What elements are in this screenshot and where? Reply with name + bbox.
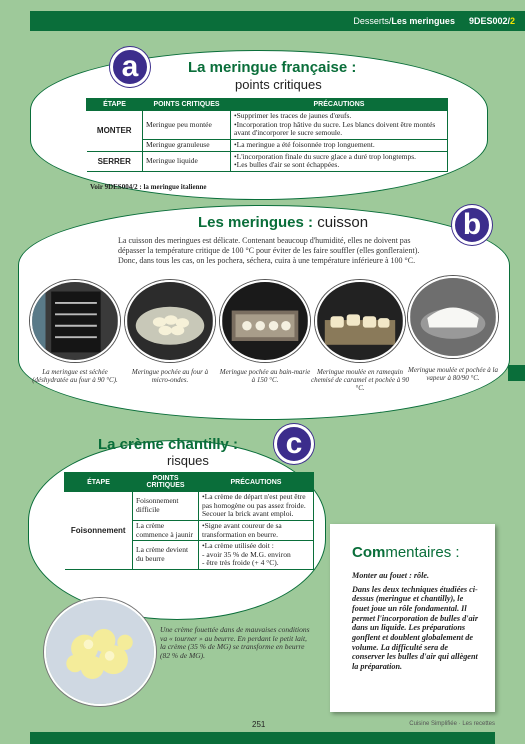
cuisson-intro: La cuisson des meringues est délicate. Contenant beaucoup d'humidité, elles ne doivent pas dépasser la température critique de 100 °C pour éviter de les faire souffler (elles gonfleraient). Donc, dans tous les cas, on les pochera, séchera, cuira à une température inférieure à 100 °C. — [118, 236, 420, 265]
page-number: 251 — [252, 720, 266, 729]
comments-title — [352, 544, 481, 561]
comments-title-rest: mentaires : — [385, 544, 460, 561]
table-meringue-points — [86, 98, 448, 172]
point-cell: Meringue granuleuse — [143, 139, 231, 151]
photo-caption: Meringue moulée en ramequin chemisé de caramel et pochée à 90 °C. — [311, 368, 409, 393]
precaution-cell — [199, 541, 314, 570]
section-b-title-bold: Les meringues : — [198, 214, 314, 231]
comments-title-bold: Com — [352, 544, 386, 561]
precaution-cell — [231, 111, 448, 140]
col-header-precautions: PRÉCAUTIONS — [231, 99, 448, 111]
table-chantilly-risques — [64, 472, 314, 570]
precaution-cell — [199, 492, 314, 521]
precaution-item: • La crème de départ n'est peut être pas homogène ou pas assez froide. Secouer la brick avant emploi. — [202, 493, 310, 519]
ramequin-photo — [315, 280, 405, 362]
footer-bar — [30, 732, 495, 744]
footer-credit: Cuisine Simplifiée · Les recettes — [409, 721, 495, 727]
steamed-meringue-photo — [408, 276, 498, 358]
section-c-title: La crème chantilly : — [98, 436, 239, 453]
precaution-item: • L'incorporation finale du sucre glace a duré trop longtemps. — [234, 153, 444, 162]
comments-box — [330, 524, 495, 712]
photo-caption: Meringue moulée et pochée à la vapeur à 80/90 °C. — [408, 366, 498, 383]
precaution-item: • La meringue a été foisonnée trop longuement. — [234, 141, 444, 150]
comments-lead: Monter au fouet : rôle. — [352, 571, 430, 580]
precaution-item: • Supprimer les traces de jaunes d'œufs. — [234, 112, 444, 121]
col-header-points: POINTS CRITIQUES — [133, 473, 199, 492]
table-row — [87, 151, 448, 171]
point-cell: Meringue liquide — [143, 151, 231, 171]
step-cell: Foisonnement — [65, 492, 133, 570]
bain-marie-photo — [220, 280, 310, 362]
butter-cream-caption: Une crème fouettée dans de mauvaises conditions va « tourner » au beurre. En perdant le petit lait, la crème (35 % de MG) se transforme en beurre (82 % de MG). — [160, 625, 310, 660]
precaution-item: - être très froide (+ 4 °C). — [202, 558, 279, 568]
photo-caption: Meringue pochée au four à micro-ondes. — [131, 368, 209, 385]
section-a-title: La meringue française : — [188, 59, 357, 76]
comments-text: Dans les deux techniques étudiées ci-dessus (meringue et chantilly), le fouet joue un rôle fondamental. Il permet l'incorporation de bulles d'air dans un liquide. Les préparations gonflent et doublent globalement de volume. La difficulté sera de conserver les bulles d'air qui allègent la préparation. — [352, 584, 479, 672]
section-c-subtitle: risques — [167, 453, 209, 468]
section-b-title — [198, 214, 368, 231]
precaution-item: • La crème utilisée doit : — [202, 542, 310, 551]
comments-body — [352, 571, 481, 672]
precaution-item: • Incorporation trop hâtive du sucre. Les blancs doivent être montés avant d'incorporer le sucre semoule. — [234, 121, 444, 138]
col-header-points: POINTS CRITIQUES — [143, 99, 231, 111]
photo-caption: Meringue pochée au bain-marie à 150 °C. — [219, 368, 311, 385]
badge-b: b — [452, 205, 492, 245]
precaution-cell — [231, 139, 448, 151]
precaution-item: • Les bulles d'air se sont échappées. — [234, 161, 444, 170]
table-row — [65, 492, 314, 521]
step-cell: SERRER — [87, 151, 143, 171]
badge-a: a — [110, 47, 150, 87]
precaution-item: - avoir 35 % de M.G. environ — [202, 549, 291, 559]
point-cell: La crème devient du beurre — [133, 541, 199, 570]
precaution-item: • Signe avant coureur de sa transformation en beurre. — [202, 522, 310, 539]
header-breadcrumb: Desserts/Les meringues — [353, 16, 455, 26]
oven-photo — [30, 280, 120, 362]
col-header-precautions: PRÉCAUTIONS — [199, 473, 314, 492]
table-row — [87, 111, 448, 140]
photo-caption: La meringue est séchée (déshydratée au four à 90 °C). — [32, 368, 118, 385]
side-tab — [508, 365, 525, 381]
microwave-plate-photo — [125, 280, 215, 362]
precaution-cell — [199, 520, 314, 540]
section-b-title-light: cuisson — [317, 214, 369, 231]
point-cell: Foisonnement difficile — [133, 492, 199, 521]
precaution-cell — [231, 151, 448, 171]
section-a-subtitle: points critiques — [235, 77, 322, 92]
header-code: 9DES002/2 — [468, 16, 515, 26]
header-bar — [30, 11, 525, 31]
point-cell: Meringue peu montée — [143, 111, 231, 140]
cross-reference-note: Voir 9DES004/2 : la meringue italienne — [90, 183, 207, 191]
step-cell: MONTER — [87, 111, 143, 152]
col-header-etape: ÉTAPE — [87, 99, 143, 111]
point-cell: La crème commence à jaunir — [133, 520, 199, 540]
col-header-etape: ÉTAPE — [65, 473, 133, 492]
badge-c: c — [274, 424, 314, 464]
butter-cream-photo — [44, 598, 156, 706]
